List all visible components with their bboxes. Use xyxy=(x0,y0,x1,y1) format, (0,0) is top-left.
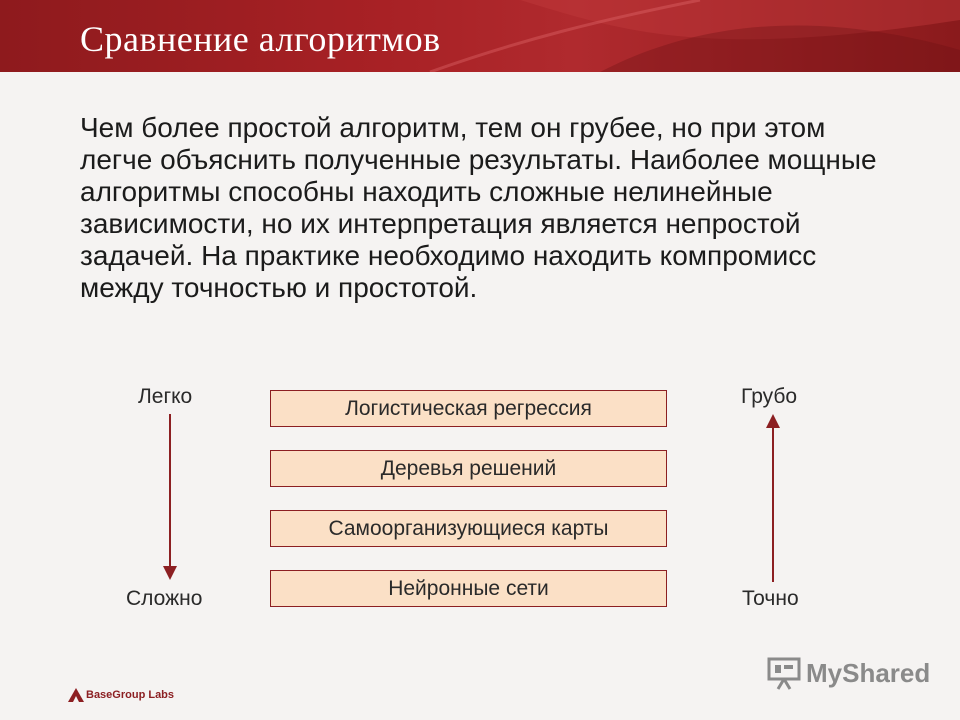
label-accurate: Точно xyxy=(742,587,799,610)
myshared-watermark xyxy=(766,656,930,690)
down-arrow-icon xyxy=(160,412,180,582)
algorithm-box: Деревья решений xyxy=(270,450,667,487)
page-title: Сравнение алгоритмов xyxy=(80,19,441,59)
label-hard: Сложно xyxy=(126,587,203,610)
header-banner xyxy=(0,0,960,72)
algorithm-box: Самоорганизующиеся карты xyxy=(270,510,667,547)
triangle-logo-icon xyxy=(68,688,84,702)
description-paragraph: Чем более простой алгоритм, тем он грубее, но при этом легче объяснить полученные результаты. Наиболее мощные алгоритмы способны находить сложные нелинейные зависимости, но их интерпретация является непростой задачей. На практике необходимо находить компромисс между точностью и простотой. xyxy=(80,112,877,303)
basegroup-logo xyxy=(68,688,174,702)
watermark-text: MyShared xyxy=(806,657,931,688)
presentation-icon xyxy=(766,656,802,690)
algorithm-box: Нейронные сети xyxy=(270,570,667,607)
logo-text: BaseGroup Labs xyxy=(86,689,175,701)
label-easy: Легко xyxy=(138,385,193,408)
up-arrow-icon xyxy=(763,412,783,584)
label-rough: Грубо xyxy=(741,385,798,408)
algorithm-box: Логистическая регрессия xyxy=(270,390,667,427)
